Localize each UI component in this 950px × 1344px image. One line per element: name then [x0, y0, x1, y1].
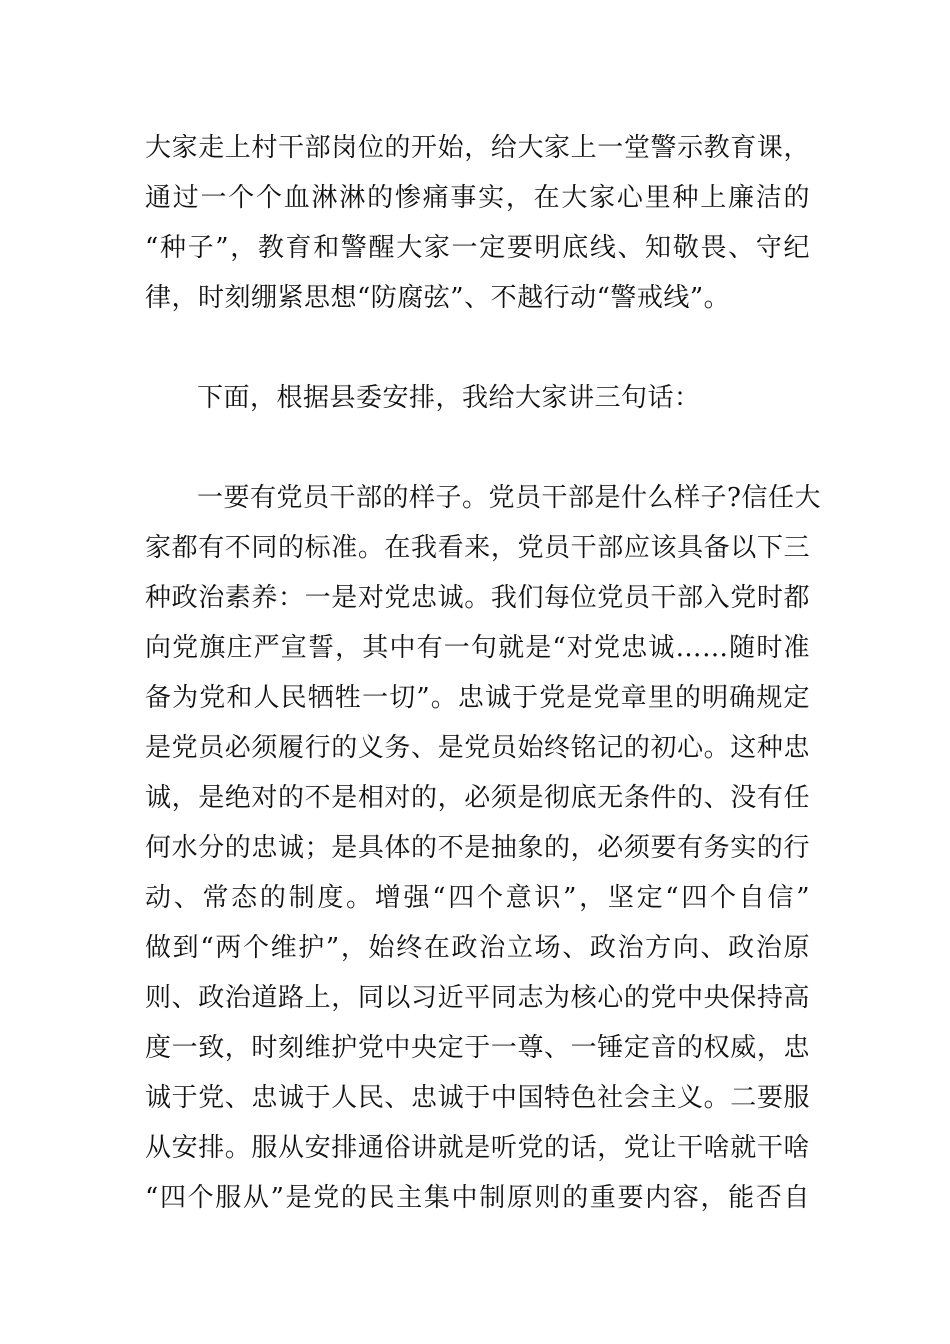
paragraph-3-line-15: “四个服从”是党的民主集中制原则的重要内容，能否自 [145, 1183, 810, 1213]
paragraph-3-line-6: 是党员必须履行的义务、是党员始终铭记的初心。这种忠 [145, 733, 810, 763]
paragraph-3-line-2: 家都有不同的标准。在我看来，党员干部应该具备以下三 [145, 533, 810, 563]
paragraph-3-line-11: 则、政治道路上，同以习近平同志为核心的党中央保持高 [145, 983, 810, 1013]
paragraph-3-line-3: 种政治素养：一是对党忠诚。我们每位党员干部入党时都 [145, 583, 810, 613]
paragraph-3-line-5: 备为党和人民牺牲一切”。忠诚于党是党章里的明确规定 [145, 683, 810, 713]
paragraph-3-line-1: 一要有党员干部的样子。党员干部是什么样子?信任大 [197, 483, 821, 513]
paragraph-1-line-4: 律，时刻绷紧思想“防腐弦”、不越行动“警戒线”。 [145, 283, 731, 313]
paragraph-3-line-7: 诚，是绝对的不是相对的，必须是彻底无条件的、没有任 [145, 783, 810, 813]
paragraph-3-line-12: 度一致，时刻维护党中央定于一尊、一锤定音的权威，忠 [145, 1033, 810, 1063]
paragraph-1-line-3: “种子”，教育和警醒大家一定要明底线、知敬畏、守纪 [145, 233, 810, 263]
paragraph-3-line-14: 从安排。服从安排通俗讲就是听党的话，党让干啥就干啥 [145, 1133, 810, 1163]
paragraph-3-line-8: 何水分的忠诚；是具体的不是抽象的，必须要有务实的行 [145, 833, 810, 863]
paragraph-3-line-10: 做到“两个维护”，始终在政治立场、政治方向、政治原 [145, 933, 810, 963]
paragraph-2-line-1: 下面，根据县委安排，我给大家讲三句话： [197, 383, 701, 413]
paragraph-3-line-13: 诚于党、忠诚于人民、忠诚于中国特色社会主义。二要服 [145, 1083, 810, 1113]
paragraph-3-line-4: 向党旗庄严宣誓，其中有一句就是“对党忠诚……随时准 [145, 633, 810, 663]
paragraph-3-line-9: 动、常态的制度。增强“四个意识”，坚定“四个自信” [145, 883, 810, 913]
paragraph-1-line-2: 通过一个个血淋淋的惨痛事实，在大家心里种上廉洁的 [145, 183, 810, 213]
paragraph-1-line-1: 大家走上村干部岗位的开始，给大家上一堂警示教育课， [145, 133, 810, 163]
